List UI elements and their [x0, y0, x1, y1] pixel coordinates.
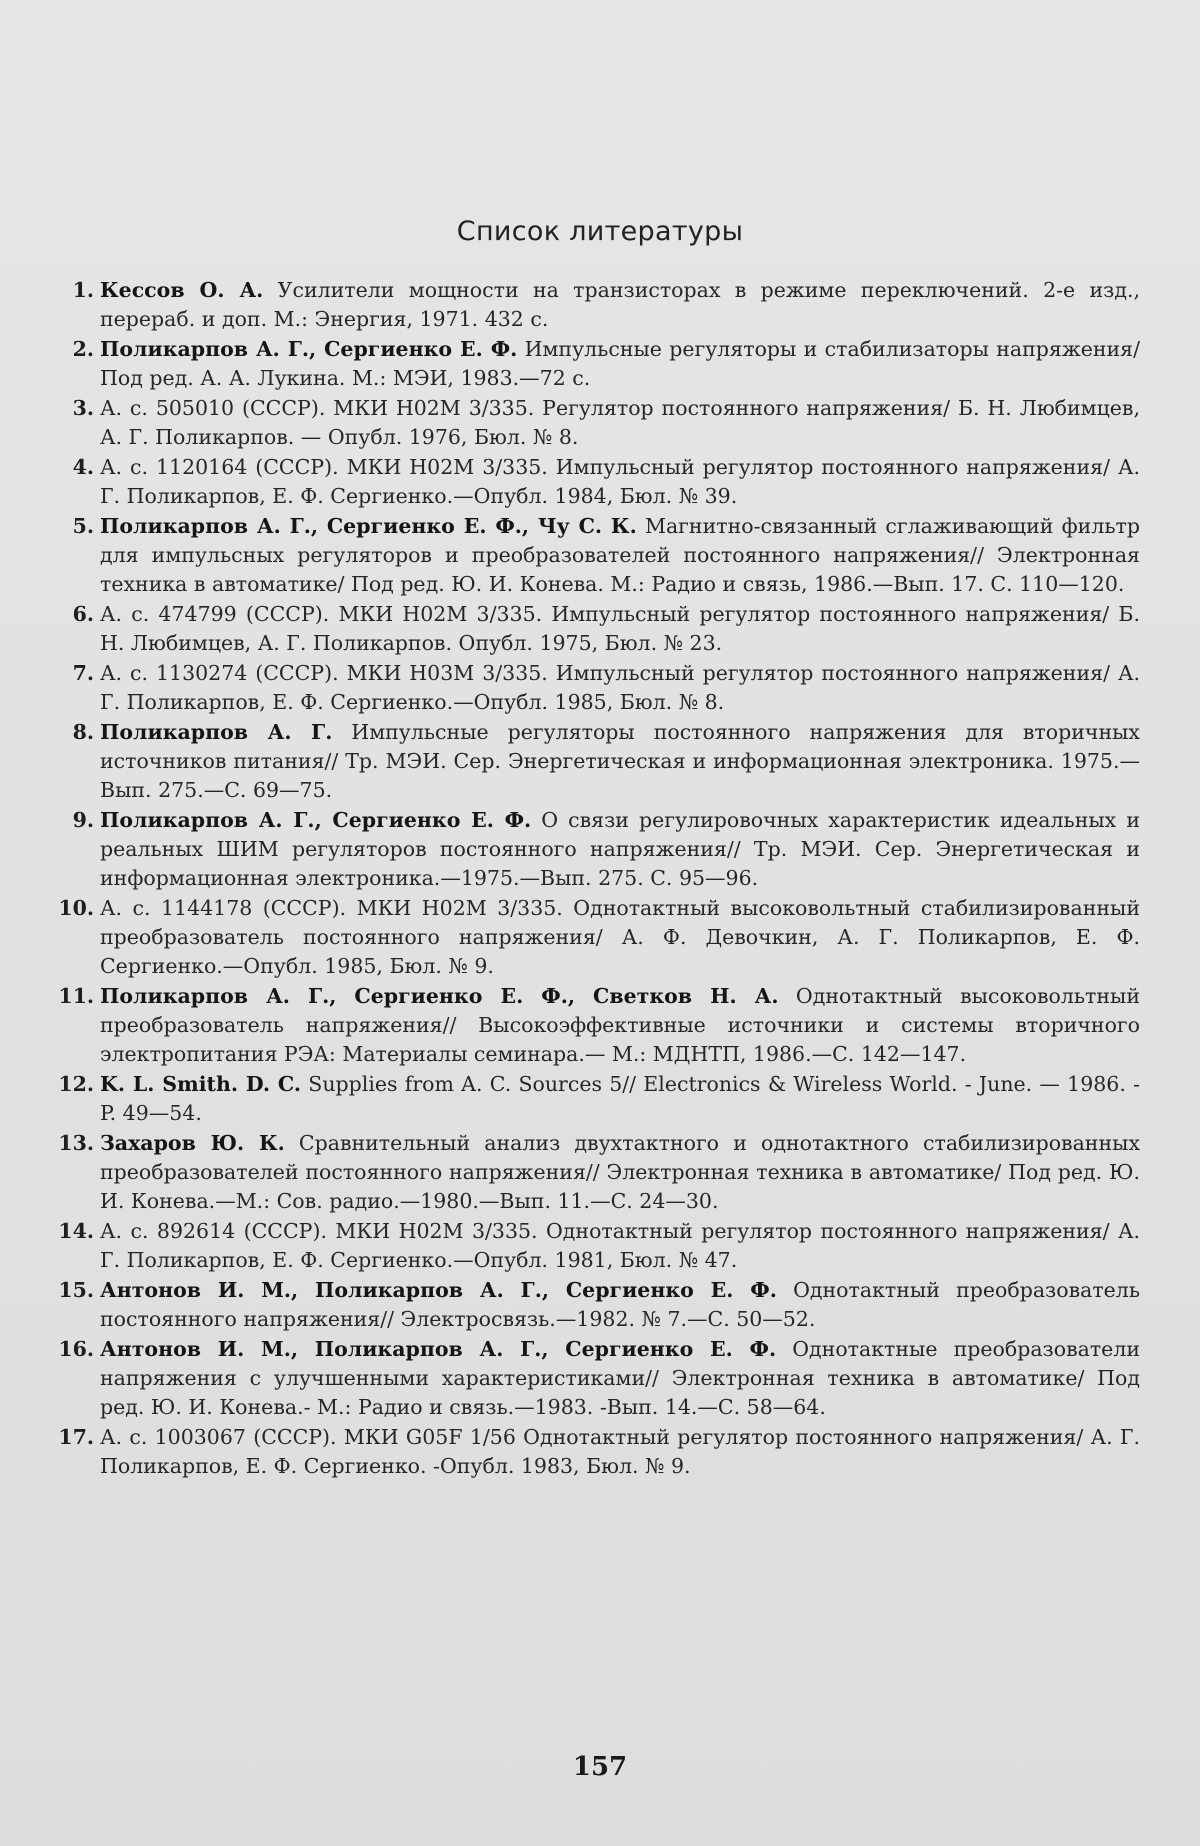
list-item	[58, 1423, 1140, 1481]
reference-list	[58, 276, 1140, 1482]
reference-text: Однотактные преобразователи напряжения с улучшенными характеристиками// Электронная техника в автоматике/ Под ред. Ю. И. Конева.- М.: Радио и связь.—1983. -Вып. 14.—С. 58—64.	[100, 1337, 1141, 1419]
reference-text: А. с. 1130274 (СССР). МКИ Н03М 3/335. Импульсный регулятор постоянного напряжения/ А. Г. Поликарпов, Е. Ф. Сергиенко.—Опубл. 1985, Бюл. № 8.	[100, 661, 1140, 714]
reference-authors: Поликарпов А. Г., Сергиенко Е. Ф.	[100, 808, 532, 832]
reference-number: 1.	[72, 278, 94, 302]
reference-authors: Антонов И. М., Поликарпов А. Г., Сергиенко Е. Ф.	[100, 1278, 777, 1302]
reference-text: А. с. 1120164 (СССР). МКИ Н02М 3/335. Импульсный регулятор постоянного напряжения/ А. Г. Поликарпов, Е. Ф. Сергиенко.—Опубл. 1984, Бюл. № 39.	[100, 455, 1140, 508]
reference-number: 11.	[58, 984, 94, 1008]
page-title: Список литературы	[456, 216, 744, 247]
reference-number: 16.	[58, 1337, 94, 1361]
reference-text: А. с. 505010 (СССР). МКИ Н02М 3/335. Регулятор постоянного напряжения/ Б. Н. Любимцев, А. Г. Поликарпов. — Опубл. 1976, Бюл. № 8.	[100, 396, 1140, 449]
list-item	[58, 982, 1140, 1069]
reference-number: 17.	[58, 1425, 94, 1449]
reference-authors: Поликарпов А. Г., Сергиенко Е. Ф.	[100, 337, 518, 361]
list-item	[58, 1070, 1140, 1128]
reference-text: Сравнительный анализ двухтактного и однотактного стабилизированных преобразователей постоянного напряжения// Электронная техника в автоматике/ Под ред. Ю. И. Конева.—М.: Сов. радио.—1980.—Вып. 11.—С. 24—30.	[100, 1131, 1141, 1213]
list-item	[58, 453, 1140, 511]
list-item	[58, 335, 1140, 393]
reference-text: А. с. 1144178 (СССР). МКИ Н02М 3/335. Однотактный высоковольтный стабилизированный преобразователь постоянного напряжения/ А. Ф. Девочкин, А. Г. Поликарпов, Е. Ф. Сергиенко.—Опубл. 1985, Бюл. № 9.	[100, 896, 1140, 978]
reference-number: 2.	[72, 337, 94, 361]
reference-number: 8.	[72, 720, 94, 744]
reference-text: А. с. 1003067 (СССР). МКИ G05F 1/56 Однотактный регулятор постоянного напряжения/ А. Г. Поликарпов, Е. Ф. Сергиенко. -Опубл. 1983, Бюл. № 9.	[100, 1425, 1140, 1478]
list-item	[58, 659, 1140, 717]
reference-number: 10.	[58, 896, 94, 920]
reference-authors: Поликарпов А. Г.	[100, 720, 333, 744]
reference-number: 6.	[72, 602, 94, 626]
list-item	[58, 394, 1140, 452]
reference-authors: K. L. Smith. D. C.	[100, 1072, 302, 1096]
reference-number: 14.	[58, 1219, 94, 1243]
list-item	[58, 276, 1140, 334]
reference-text: Импульсные регуляторы постоянного напряжения для вторичных источников питания// Тр. МЭИ. Сер. Энергетическая и информационная электроника. 1975.—Вып. 275.—С. 69—75.	[100, 720, 1140, 802]
list-item	[58, 600, 1140, 658]
reference-authors: Кессов О. А.	[100, 278, 264, 302]
page-number: 157	[572, 1752, 628, 1782]
reference-text: Однотактный высоковольтный преобразователь напряжения// Высокоэффективные источники и системы вторичного электропитания РЭА: Материалы семинара.— М.: МДНТП, 1986.—С. 142—147.	[100, 984, 1140, 1066]
reference-number: 3.	[72, 396, 94, 420]
reference-authors: Захаров Ю. К.	[100, 1131, 285, 1155]
reference-text: Магнитно-связанный сглаживающий фильтр для импульсных регуляторов и преобразователей постоянного напряжения// Электронная техника в автоматике/ Под ред. Ю. И. Конева. М.: Радио и связь, 1986.—Вып. 17. С. 110—120.	[100, 514, 1140, 596]
reference-number: 4.	[72, 455, 94, 479]
reference-number: 15.	[58, 1278, 94, 1302]
list-item	[58, 1276, 1140, 1334]
reference-text: Импульсные регуляторы и стабилизаторы напряжения/ Под ред. А. А. Лукина. М.: МЭИ, 1983.—72 с.	[100, 337, 1140, 390]
reference-number: 12.	[58, 1072, 94, 1096]
reference-text: Supplies from A. C. Sources 5// Electronics & Wireless World. - June. — 1986. - P. 49—54.	[100, 1072, 1141, 1125]
reference-authors: Поликарпов А. Г., Сергиенко Е. Ф., Чу С. К.	[100, 514, 637, 538]
reference-number: 13.	[58, 1131, 94, 1155]
reference-number: 7.	[72, 661, 94, 685]
reference-authors: Поликарпов А. Г., Сергиенко Е. Ф., Светков Н. А.	[100, 984, 779, 1008]
list-item	[58, 1129, 1140, 1216]
list-item	[58, 718, 1140, 805]
reference-number: 9.	[72, 808, 94, 832]
list-item	[58, 1335, 1140, 1422]
list-item	[58, 806, 1140, 893]
reference-authors: Антонов И. М., Поликарпов А. Г., Сергиенко Е. Ф.	[100, 1337, 777, 1361]
list-item	[58, 1217, 1140, 1275]
reference-text: Усилители мощности на транзисторах в режиме переключений. 2-е изд., перераб. и доп. М.: Энергия, 1971. 432 с.	[100, 278, 1140, 331]
reference-text: Однотактный преобразователь постоянного напряжения// Электросвязь.—1982. № 7.—С. 50—52.	[100, 1278, 1140, 1331]
reference-number: 5.	[72, 514, 94, 538]
reference-text: О связи регулировочных характеристик идеальных и реальных ШИМ регуляторов постоянного напряжения// Тр. МЭИ. Сер. Энергетическая и информационная электроника.—1975.—Вып. 275. С. 95—96.	[100, 808, 1140, 890]
list-item	[58, 512, 1140, 599]
reference-text: А. с. 474799 (СССР). МКИ Н02М 3/335. Импульсный регулятор постоянного напряжения/ Б. Н. Любимцев, А. Г. Поликарпов. Опубл. 1975, Бюл. № 23.	[100, 602, 1140, 655]
list-item	[58, 894, 1140, 981]
reference-text: А. с. 892614 (СССР). МКИ Н02М 3/335. Однотактный регулятор постоянного напряжения/ А. Г. Поликарпов, Е. Ф. Сергиенко.—Опубл. 1981, Бюл. № 47.	[100, 1219, 1140, 1272]
